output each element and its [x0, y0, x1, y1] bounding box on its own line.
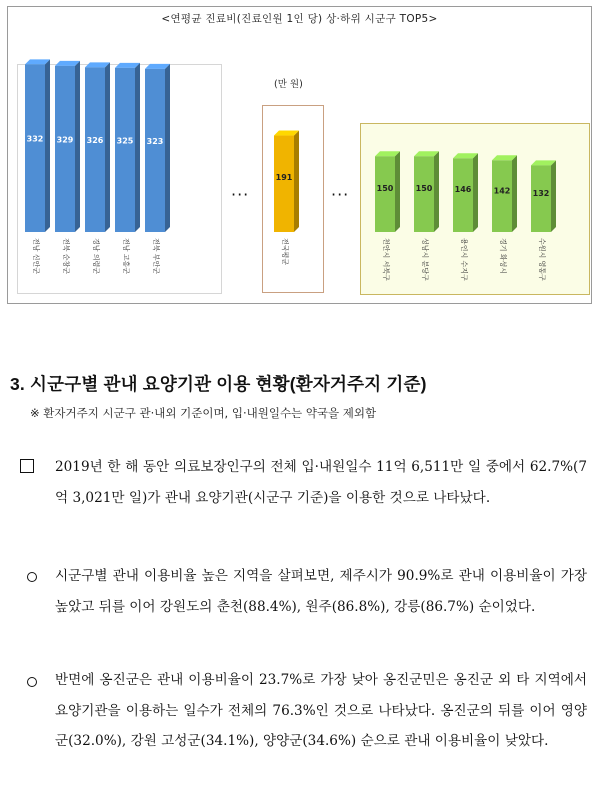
paragraph-3: 반면에 옹진군은 관내 이용비율이 23.7%로 가장 낮아 옹진군민은 옹진군 외 타 지역에서 요양기관을 이용하는 일수가 전체의 76.3%인 것으로 나타났다. 옹진군의 뒤를 이어 영양군(32.0%), 강원 고성군(34.1%), 양양군(34.6%) 순으로 관내 이용비율이 낮았다.: [55, 672, 587, 749]
bar: [375, 156, 395, 232]
bar-side: [75, 61, 80, 232]
section-title: 3. 시군구별 관내 요양기관 이용 현황(환자거주지 기준): [10, 374, 427, 394]
bar: [453, 158, 473, 232]
paragraph-2: 시군구별 관내 이용비율 높은 지역을 살펴보면, 제주시가 90.9%로 관내 이용비율이 가장 높았고 뒤를 이어 강원도의 춘천(88.4%), 원주(86.8%), 강릉(86.7%) 순이었다.: [55, 568, 587, 615]
bar-value-label: 191: [275, 172, 293, 182]
section-note: ※ 환자거주지 시군구 관·내외 기준이며, 입·내원일수는 약국을 제외함: [30, 406, 377, 420]
category-label: 전남 고흥군: [122, 238, 130, 275]
bar-side: [294, 131, 299, 232]
bar: [531, 165, 551, 232]
ellipsis-left: ···: [231, 185, 250, 204]
chart-title: <연평균 진료비(진료인원 1인 당) 상·하위 시군구 TOP5>: [161, 13, 438, 25]
bar-side: [395, 151, 400, 232]
bar-value-label: 332: [26, 134, 44, 144]
category-label: 전남 신안군: [32, 238, 40, 275]
category-label: 용인시 수지구: [460, 238, 468, 281]
bar: [145, 69, 165, 232]
bar-side: [551, 160, 556, 232]
category-label: 전북 순창군: [62, 238, 70, 275]
category-label: 수원시 영통구: [538, 238, 546, 281]
bar-chart: [8, 7, 593, 305]
bar-value-label: 325: [116, 136, 134, 146]
bar: [115, 68, 135, 232]
bar-side: [45, 59, 50, 232]
category-label: 성남시 분당구: [421, 238, 429, 281]
circle-bullet-icon: [27, 572, 37, 582]
paragraph-1: 2019년 한 해 동안 의료보장인구의 전체 입·내원일수 11억 6,511만 일 중에서 62.7%(7억 3,021만 일)가 관내 요양기관(시군구 기준)을 이용한 것으로 나타났다.: [55, 459, 587, 506]
bar: [55, 66, 75, 232]
bar: [25, 64, 45, 232]
bar-side: [434, 151, 439, 232]
category-label: 전북 부안군: [152, 238, 160, 275]
chart-unit-label: (만 원): [274, 79, 303, 90]
bar-value-label: 326: [86, 136, 104, 146]
bar: [274, 136, 294, 232]
bar: [414, 156, 434, 232]
bar-side: [473, 153, 478, 232]
bar-value-label: 132: [532, 189, 550, 199]
bar-value-label: 150: [376, 184, 394, 194]
category-label: 경기 화성시: [499, 238, 507, 275]
bar-side: [512, 155, 517, 232]
bar-value-label: 329: [56, 135, 74, 145]
bar: [492, 160, 512, 232]
category-label: 천안시 서북구: [382, 238, 390, 281]
bar-side: [165, 64, 170, 232]
bar-value-label: 142: [493, 186, 511, 196]
category-label: 전국평균: [281, 238, 289, 266]
ellipsis-right: ···: [331, 185, 350, 204]
chart-frame: [7, 6, 592, 304]
bar-side: [135, 63, 140, 232]
bar-side: [105, 62, 110, 232]
bar-value-label: 150: [415, 184, 433, 194]
bar-value-label: 146: [454, 185, 472, 195]
category-label: 경남 의령군: [92, 238, 100, 275]
square-bullet-icon: [20, 459, 34, 473]
bar: [85, 67, 105, 232]
circle-bullet-icon: [27, 677, 37, 687]
bar-value-label: 323: [146, 136, 164, 146]
